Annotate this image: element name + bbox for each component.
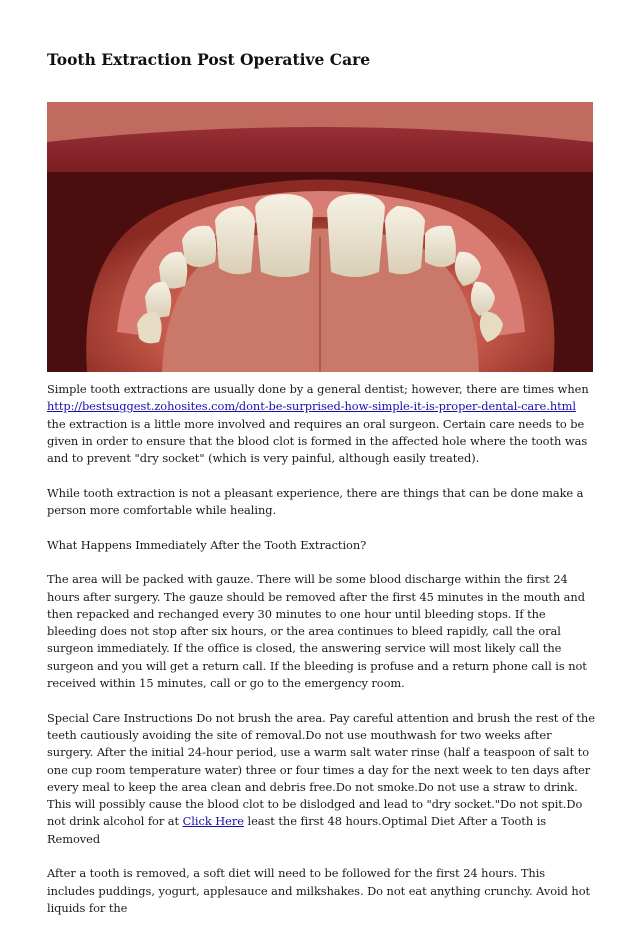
paragraph-special-care-text: Special Care Instructions Do not brush the area. Pay careful attention and brush the rest of the teeth cautiously avoiding the site of removal.Do not use mouthwash for two weeks after surgery. After the initial 24-hour period, use a warm salt water rinse (half a teaspoon of salt to one cup room temperature water) three or four times a day for the next week to ten days after every meal to keep the area clean and debris free.Do not smoke.Do not use a straw to drink. This will possibly cause the blood clot to be dislodged and lead to "dry socket."Do not spit.Do not drink alcohol for at [47,710,595,829]
article-body [47,381,595,935]
paragraph-special-care-continued: least the first 48 hours.Optimal Diet After a Tooth is Removed [47,814,547,846]
click-here-link[interactable]: Click Here [182,814,244,829]
mouth-photo [47,102,593,372]
paragraph-intro [47,381,595,467]
paragraph-gauze: The area will be packed with gauze. There will be some blood discharge within the first 24 hours after surgery. The gauze should be removed after the first 45 minutes in the mouth and then repacked and rechanged every 30 minutes to one hour until bleeding stops. If the bleeding does not stop after six hours, or the area continues to bleed rapidly, call the oral surgeon immediately. If the office is closed, the answering service will most likely call the surgeon and you will get a return call. If the bleeding is profuse and a return phone call is not received within 15 minutes, call or go to the emergency room. [47,572,587,691]
bestsuggest-link[interactable]: http://bestsuggest.zohosites.com/dont-be-surprised-how-simple-it-is-proper-dental-care.html [47,399,576,414]
paragraph-diet: After a tooth is removed, a soft diet will need to be followed for the first 24 hours. This includes puddings, yogurt, applesauce and milkshakes. Do not eat anything crunchy. Avoid hot liquids for the [47,866,591,915]
section-heading-immediately-after: What Happens Immediately After the Tooth Extraction? [47,537,367,552]
paragraph-special-care [47,710,595,848]
document-title: Tooth Extraction Post Operative Care [47,50,371,69]
paragraph-intro-continued: the extraction is a little more involved and requires an oral surgeon. Certain care needs to be given in order to ensure that the blood clot is formed in the affected hole where the tooth was and to prevent "dry socket" (which is very painful, although easily treated). [47,416,588,466]
paragraph-comfort: While tooth extraction is not a pleasant experience, there are things that can be done make a person more comfortable while healing. [47,485,584,518]
paragraph-intro-text: Simple tooth extractions are usually done by a general dentist; however, there are times when [47,382,589,396]
